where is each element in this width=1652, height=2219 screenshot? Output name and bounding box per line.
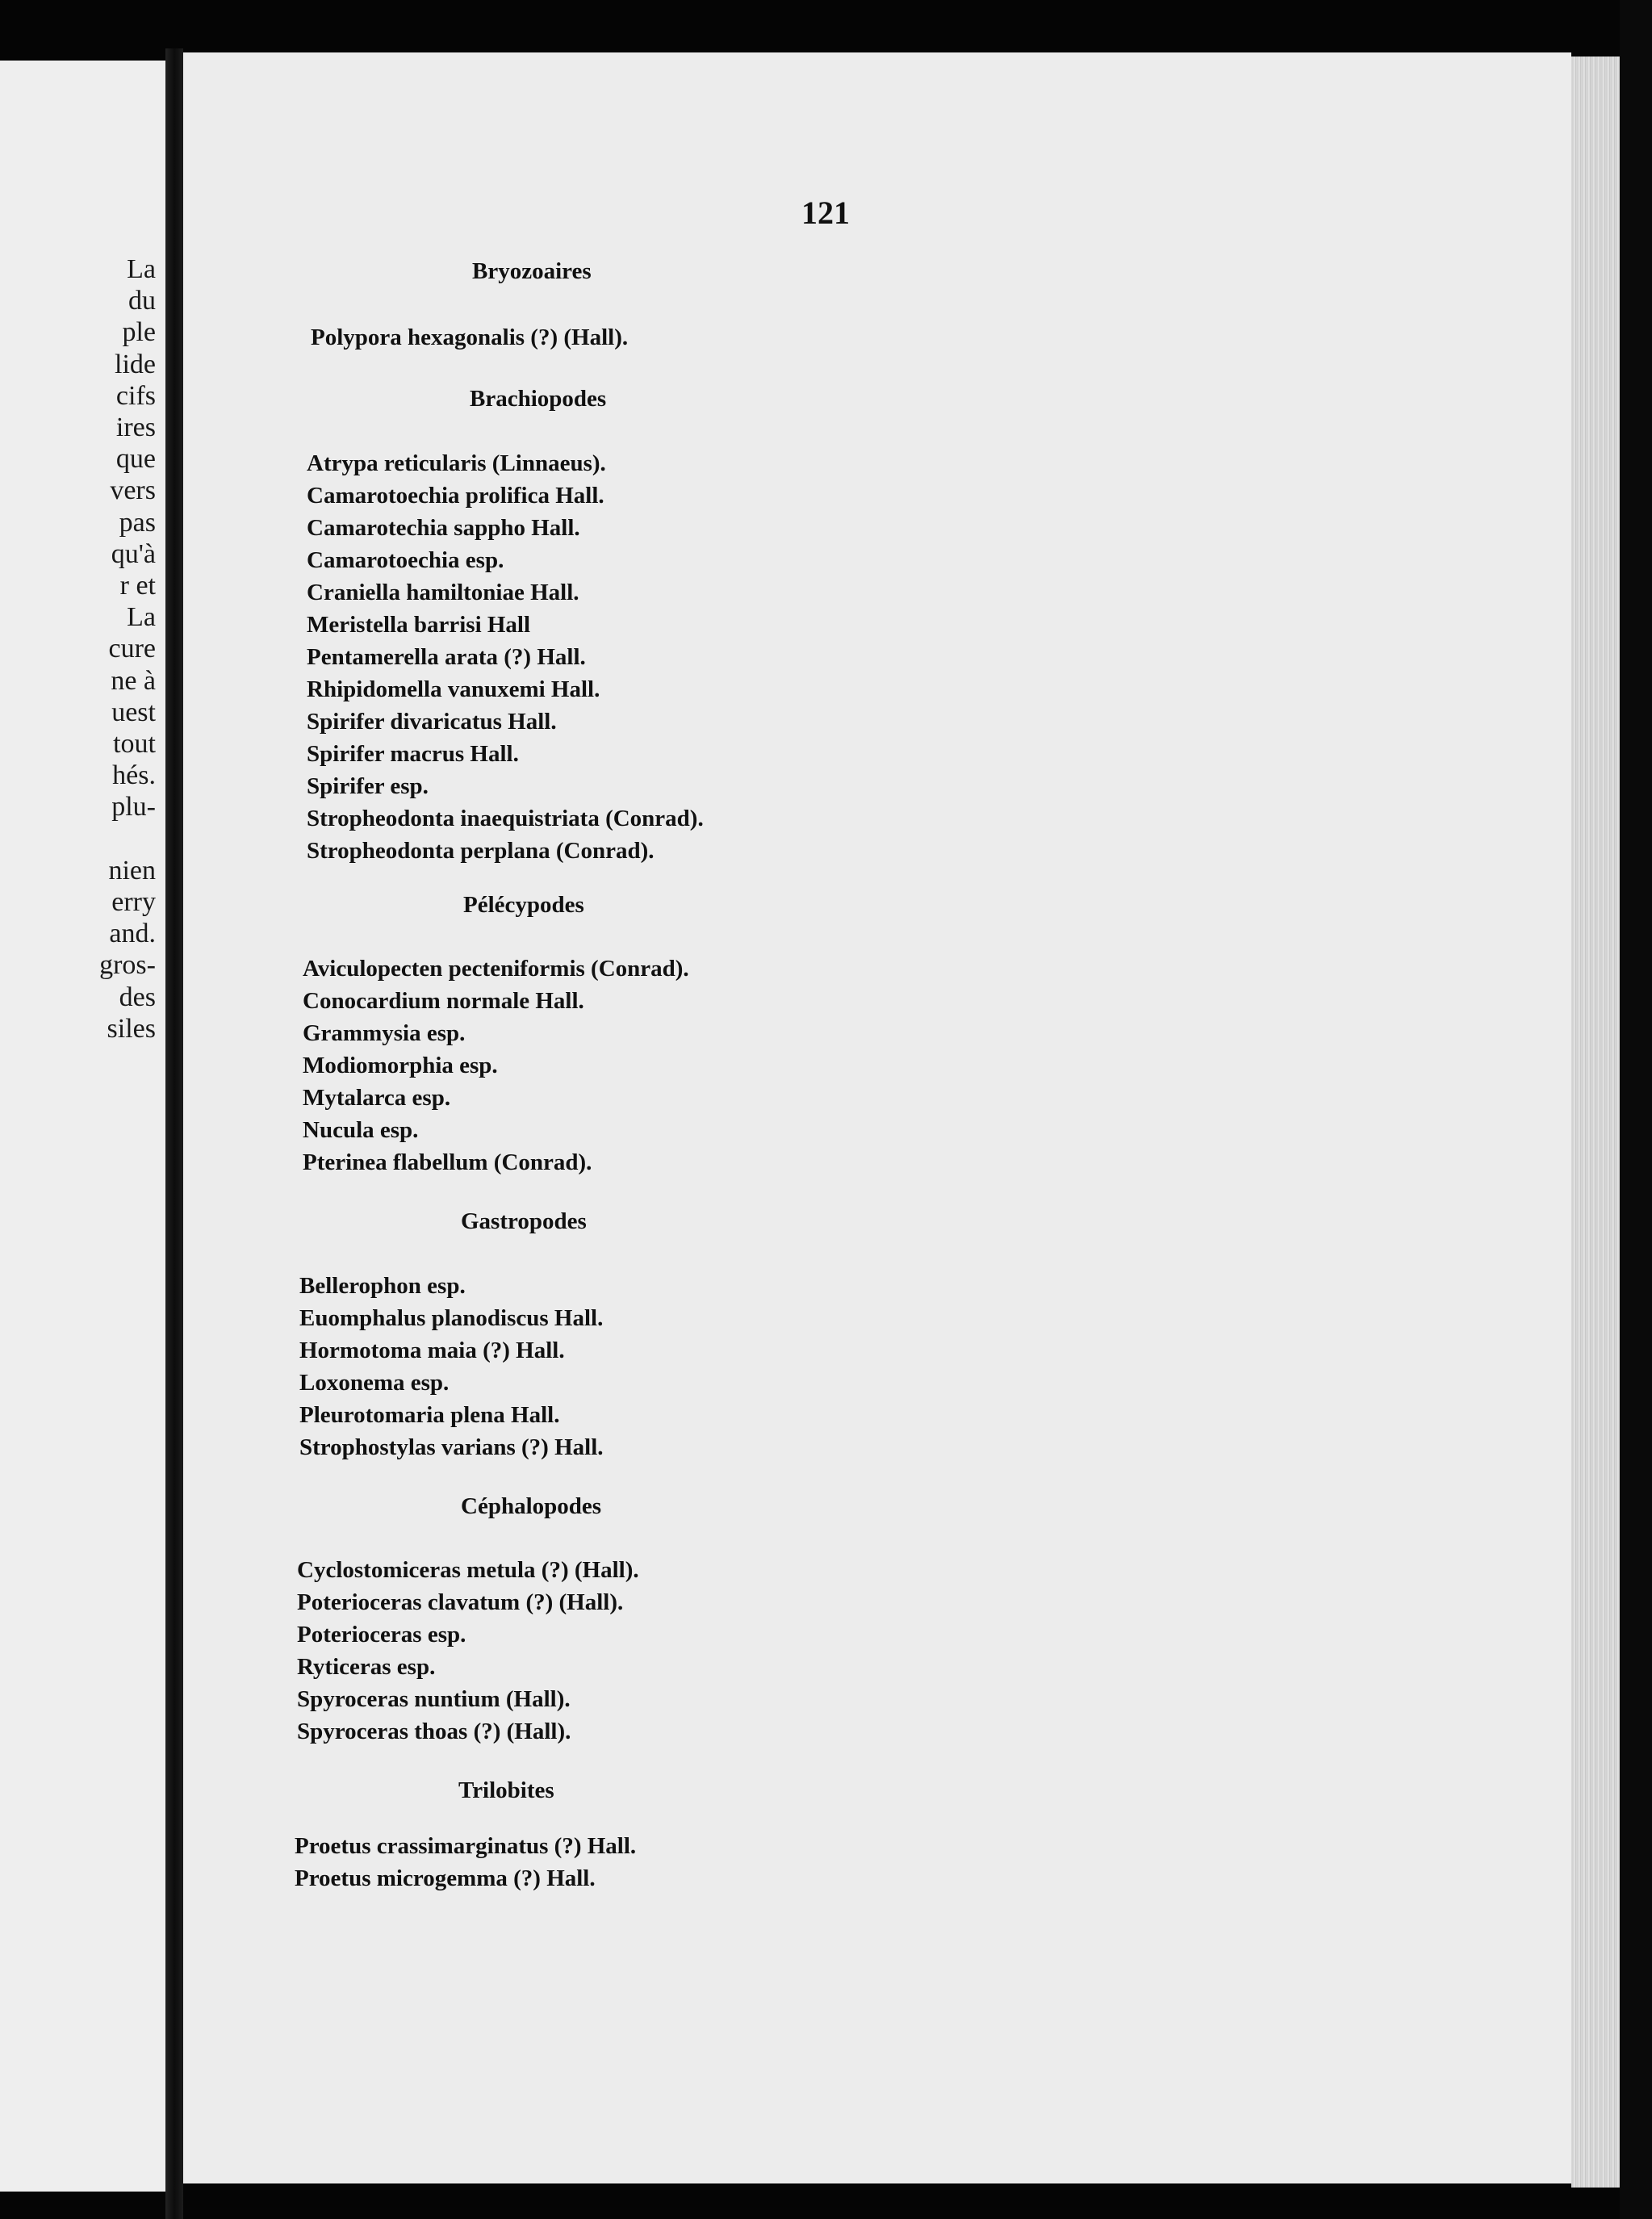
previous-page-line-fragment: lide (115, 349, 156, 379)
species-entry: Cyclostomiceras metula (?) (Hall). (297, 1557, 639, 1583)
species-entry: Spirifer macrus Hall. (307, 741, 519, 767)
species-entry: Spirifer esp. (307, 773, 429, 799)
section-heading: Bryozoaires (472, 258, 592, 284)
previous-page-line-fragment: r et (119, 571, 156, 601)
previous-page-edge (0, 61, 165, 2192)
species-list (303, 952, 689, 1179)
book-gutter (165, 48, 183, 2219)
species-entry: Pleurotomaria plena Hall. (299, 1402, 560, 1428)
species-entry: Spirifer divaricatus Hall. (307, 709, 557, 735)
species-entry: Strophostylas varians (?) Hall. (299, 1434, 604, 1460)
previous-page-line-fragment: gros- (99, 950, 156, 981)
species-entry: Ryticeras esp. (297, 1654, 436, 1680)
species-entry: Euomphalus planodiscus Hall. (299, 1305, 604, 1331)
species-entry: Mytalarca esp. (303, 1085, 451, 1111)
species-list (307, 447, 704, 867)
section-heading: Céphalopodes (461, 1493, 602, 1519)
previous-page-line-fragment: ple (122, 317, 156, 348)
page-edge-stack (1571, 57, 1620, 2188)
previous-page-line-fragment: uest (111, 697, 156, 727)
section-heading: Brachiopodes (470, 386, 607, 412)
previous-page-line-fragment: du (128, 286, 156, 316)
previous-page-line-fragment: La (127, 254, 156, 284)
species-entry: Conocardium normale Hall. (303, 988, 584, 1014)
species-entry: Pentamerella arata (?) Hall. (307, 644, 586, 670)
species-entry: Meristella barrisi Hall (307, 612, 531, 638)
species-entry: Spyroceras nuntium (Hall). (297, 1686, 571, 1712)
species-entry: Craniella hamiltoniae Hall. (307, 580, 579, 605)
section-heading: Pélécypodes (463, 892, 584, 918)
species-entry: Atrypa reticularis (Linnaeus). (307, 450, 606, 476)
previous-page-line-fragment: des (119, 982, 156, 1012)
previous-page-line-fragment: hés. (112, 760, 156, 791)
section-heading: Trilobites (458, 1777, 554, 1803)
species-entry: Polypora hexagonalis (?) (Hall). (311, 324, 629, 350)
species-entry: Loxonema esp. (299, 1370, 450, 1396)
previous-page-line-fragment: erry (111, 887, 156, 917)
species-entry: Proetus microgemma (?) Hall. (295, 1865, 596, 1891)
species-entry: Camarotechia sappho Hall. (307, 515, 580, 541)
species-entry: Camarotoechia esp. (307, 547, 504, 573)
species-entry: Spyroceras thoas (?) (Hall). (297, 1719, 571, 1744)
previous-page-line-fragment: que (115, 444, 156, 475)
previous-page-line-fragment: La (127, 602, 156, 633)
species-list (295, 1830, 636, 1895)
species-list (297, 1554, 639, 1748)
previous-page-line-fragment: siles (107, 1013, 156, 1044)
species-entry: Bellerophon esp. (299, 1273, 466, 1299)
previous-page-line-fragment: cure (108, 634, 156, 664)
scan-border-right (1620, 0, 1652, 2219)
species-entry: Hormotoma maia (?) Hall. (299, 1338, 565, 1363)
page-number: 121 (801, 195, 850, 231)
species-entry: Poterioceras clavatum (?) (Hall). (297, 1589, 624, 1615)
previous-page-line-fragment: ires (115, 412, 156, 442)
species-entry: Pterinea flabellum (Conrad). (303, 1149, 592, 1175)
previous-page-line-fragment: plu- (111, 792, 156, 823)
species-entry: Rhipidomella vanuxemi Hall. (307, 676, 600, 702)
species-entry: Modiomorphia esp. (303, 1053, 498, 1078)
previous-page-line-fragment: qu'à (111, 538, 156, 569)
species-list (311, 321, 628, 354)
species-entry: Stropheodonta perplana (Conrad). (307, 838, 655, 864)
previous-page-line-fragment: ne à (111, 665, 156, 696)
species-entry: Camarotoechia prolifica Hall. (307, 483, 604, 509)
previous-page-line-fragment: nien (108, 855, 156, 886)
species-list (299, 1270, 604, 1463)
section-heading: Gastropodes (461, 1208, 587, 1234)
previous-page-line-fragment: pas (119, 507, 156, 538)
species-entry: Proetus crassimarginatus (?) Hall. (295, 1833, 637, 1859)
species-entry: Nucula esp. (303, 1117, 419, 1143)
species-entry: Poterioceras esp. (297, 1622, 466, 1648)
species-entry: Stropheodonta inaequistriata (Conrad). (307, 806, 704, 831)
previous-page-line-fragment: and. (109, 919, 156, 949)
previous-page-line-fragment: tout (113, 729, 156, 759)
species-entry: Grammysia esp. (303, 1020, 466, 1046)
previous-page-line-fragment: vers (110, 475, 156, 506)
species-entry: Aviculopecten pecteniformis (Conrad). (303, 956, 689, 982)
previous-page-line-fragment: cifs (115, 380, 156, 411)
